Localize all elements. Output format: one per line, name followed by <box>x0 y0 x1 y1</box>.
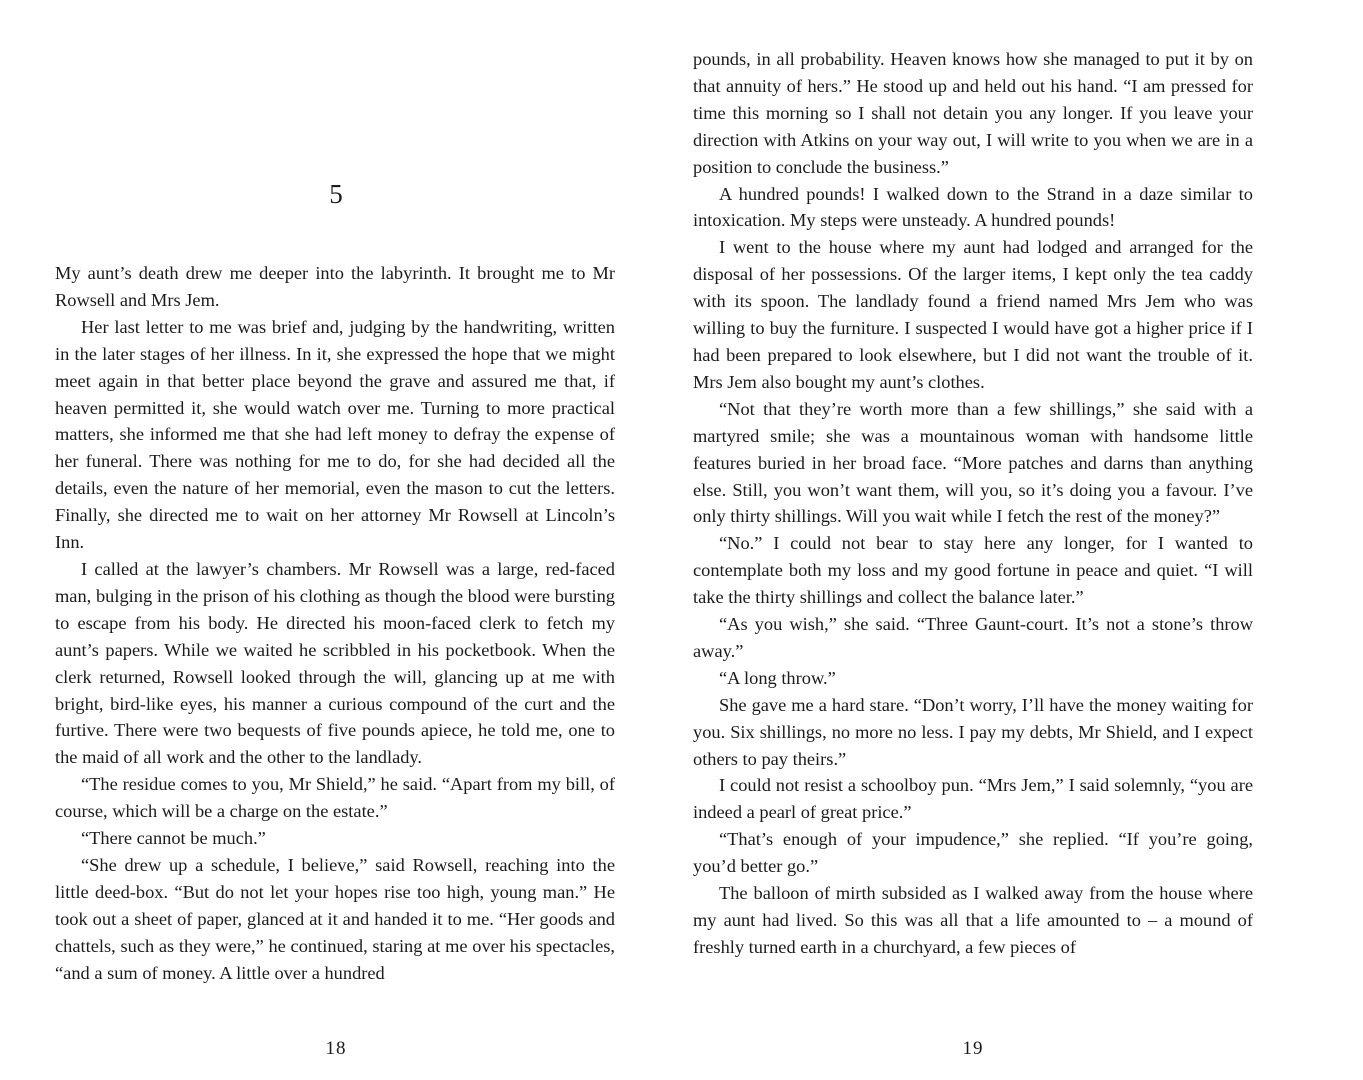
left-page <box>0 0 681 1080</box>
right-page-body <box>693 46 1253 961</box>
left-page-body <box>55 260 615 986</box>
paragraph: I called at the lawyer’s chambers. Mr Rowsell was a large, red-faced man, bulging in the prison of his clothing as though the blood were bursting to escape from his body. He directed his moon-faced clerk to fetch my aunt’s papers. While we waited he scribbled in his pocketbook. When the clerk returned, Rowsell looked through the will, glancing up at me with bright, bird-like eyes, his manner a curious compound of the curt and the furtive. There were two bequests of five pounds apiece, he told me, one to the maid of all work and the other to the landlady. <box>55 558 615 768</box>
paragraph: “The residue comes to you, Mr Shield,” he said. “Apart from my bill, of course, which will be a charge on the estate.” <box>55 774 615 822</box>
chapter-number: 5 <box>329 179 343 209</box>
paragraph: I went to the house where my aunt had lodged and arranged for the disposal of her possessions. Of the larger items, I kept only the tea caddy with its spoon. The landlady found a friend named Mrs Jem who was willing to buy the furniture. I suspected I would have got a higher price if I had been prepared to look elsewhere, but I did not want the trouble of it. Mrs Jem also bought my aunt’s clothes. <box>693 237 1253 392</box>
paragraph: “Not that they’re worth more than a few shillings,” she said with a martyred smile; she was a mountainous woman with handsome little features buried in her broad face. “More patches and darns than anything else. Still, you won’t want them, will you, so it’s doing you a favour. I’ve only thirty shillings. Will you wait while I fetch the rest of the money?” <box>693 398 1253 527</box>
page-number: 19 <box>962 1038 984 1059</box>
paragraph: A hundred pounds! I walked down to the Strand in a daze similar to intoxication. My steps were unsteady. A hundred pounds! <box>693 183 1253 231</box>
paragraph: “That’s enough of your impudence,” she replied. “If you’re going, you’d better go.” <box>693 829 1253 877</box>
paragraph: “There cannot be much.” <box>81 828 266 849</box>
paragraph-continuation: pounds, in all probability. Heaven knows how she managed to put it by on that annuity of hers.” He stood up and held out his hand. “I am pressed for time this morning so I shall not detain you any longer. If you leave your direction with Atkins on your way out, I will write to you when we are in a position to conclude the business.” <box>693 49 1253 177</box>
page-number: 18 <box>325 1038 347 1059</box>
paragraph: My aunt’s death drew me deeper into the labyrinth. It brought me to Mr Rowsell and Mrs Jem. <box>55 263 615 310</box>
paragraph: “She drew up a schedule, I believe,” said Rowsell, reaching into the little deed-box. “But do not let your hopes rise too high, young man.” He took out a sheet of paper, glanced at it and handed it to me. “Her goods and chattels, such as they were,” he continued, staring at me over his spectacles, “and a sum of money. A little over a hundred <box>55 854 615 983</box>
paragraph: “As you wish,” she said. “Three Gaunt-court. It’s not a stone’s throw away.” <box>693 614 1253 661</box>
paragraph: “No.” I could not bear to stay here any longer, for I wanted to contemplate both my loss and my good fortune in peace and quiet. “I will take the thirty shillings and collect the balance later.” <box>693 533 1253 608</box>
paragraph: She gave me a hard stare. “Don’t worry, I’ll have the money waiting for you. Six shillings, no more no less. I pay my debts, Mr Shield, and I expect others to pay theirs.” <box>693 694 1253 769</box>
paragraph: The balloon of mirth subsided as I walked away from the house where my aunt had lived. So this was all that a life amounted to – a mound of freshly turned earth in a churchyard, a few pieces of <box>693 883 1253 957</box>
paragraph: Her last letter to me was brief and, judging by the handwriting, written in the later stages of her illness. In it, she expressed the hope that we might meet again in that better place beyond the grave and assured me that, if heaven permitted it, she would watch over me. Turning to more practical matters, she informed me that she had left money to defray the expense of her funeral. There was nothing for me to do, for she had decided all the details, even the nature of her memorial, even the mason to cut the letters. Finally, she directed me to wait on her attorney Mr Rowsell at Lincoln’s Inn. <box>55 316 615 553</box>
right-page <box>681 0 1363 1080</box>
paragraph: I could not resist a schoolboy pun. “Mrs Jem,” I said solemnly, “you are indeed a pearl of great price.” <box>693 775 1253 823</box>
paragraph: “A long throw.” <box>719 667 836 688</box>
